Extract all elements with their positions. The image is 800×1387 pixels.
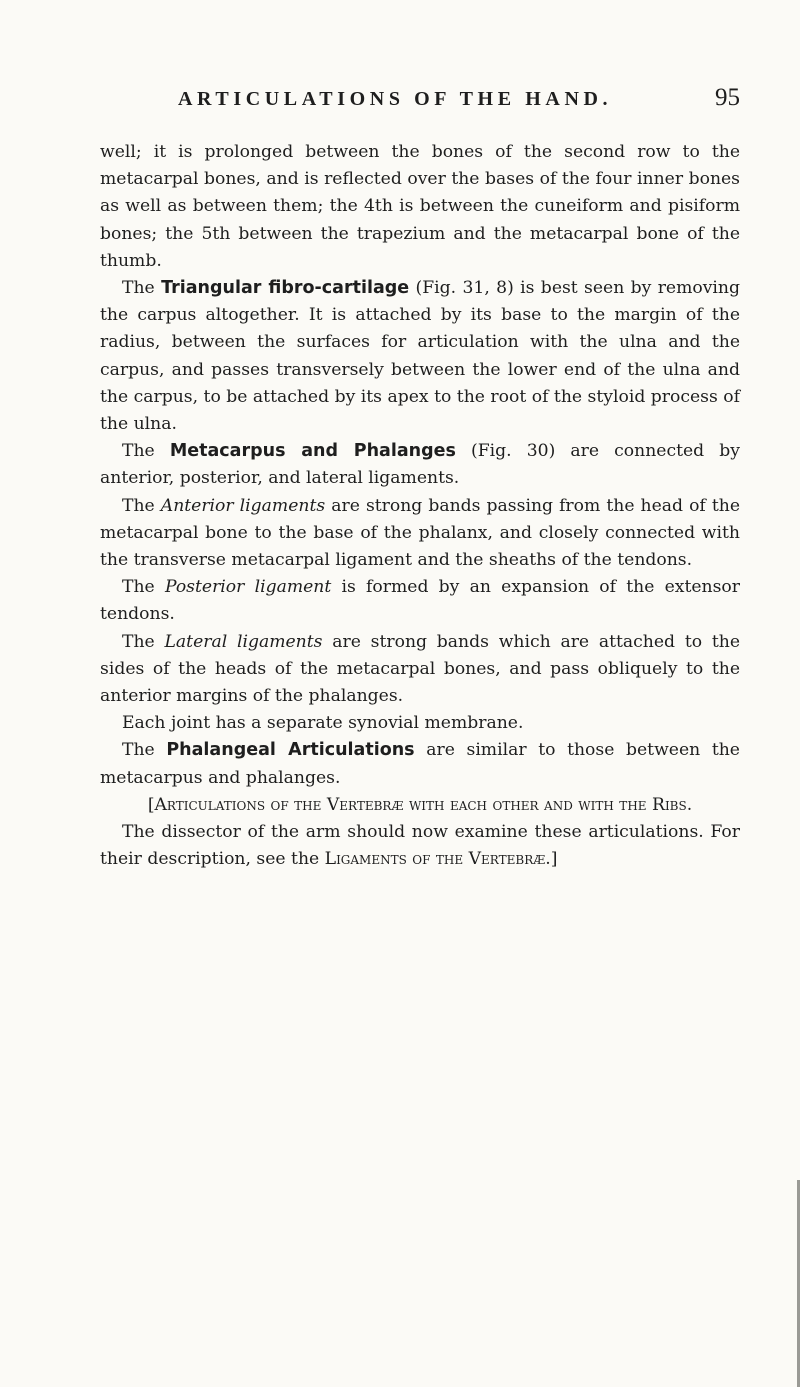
- heading-metacarpus-phalanges: Metacarpus and Phalanges: [169, 441, 456, 462]
- paragraph-lead: The: [122, 740, 155, 761]
- paragraph-body: is formed by an expansion of the extensor tendons.: [100, 577, 740, 625]
- paragraph-body: (Fig. 30) are connected by anterior, posterior, and lateral ligaments.: [100, 441, 740, 489]
- paragraph-synovial-membrane: Each joint has a separate synovial membrane.: [122, 713, 524, 734]
- paragraph-lateral-ligaments: [100, 629, 740, 711]
- paragraph-body: are similar to those between the metacarpus and phalanges.: [100, 740, 740, 788]
- paragraph-body: are strong bands passing from the head of the metacarpal bone to the base of the phalanx, and closely connected with the transverse metacarpal ligament and the sheaths of the tendons.: [100, 495, 741, 571]
- term-lateral-ligaments: Lateral ligaments: [164, 631, 323, 652]
- paragraph-synovial-continued: well; it is prolonged between the bones of the second row to the metacarpal bones, and is reflected over the bases of the four inner bones as well as between them; the 4th is between the cuneiform and pisiform bones; the 5th between the trapezium and the metacarpal bone of the thumb.: [100, 142, 740, 271]
- paragraph-lead: The: [122, 278, 155, 299]
- paragraph-lead: The: [122, 631, 155, 652]
- term-anterior-ligaments: Anterior ligaments: [160, 495, 326, 516]
- paragraph-lead: The: [122, 495, 155, 516]
- heading-phalangeal-articulations: Phalangeal Articulations: [166, 740, 415, 761]
- paragraph-lead: The: [122, 577, 155, 598]
- bracket-text: The dissector of the arm should now examine these articulations. For their description, see the: [100, 822, 740, 870]
- bracket-paragraph: [100, 819, 740, 873]
- paragraph-metacarpus-phalanges: [100, 438, 740, 492]
- heading-triangular-fibro-cartilage: Triangular fibro-cartilage: [161, 278, 410, 299]
- paragraph-posterior-ligament: [100, 574, 740, 628]
- paragraph-phalangeal-articulations: [100, 737, 740, 791]
- body-text: [100, 139, 740, 873]
- paragraph-body: (Fig. 31, 8) is best seen by removing the carpus altogether. It is attached by its base to the margin of the radius, between the surfaces for articulation with the ulna and the carpus, and passes transversely between the lower end of the ulna and the carpus, to be attached by its apex to the root of the styloid process of the ulna.: [100, 278, 741, 435]
- term-posterior-ligament: Posterior ligament: [164, 577, 332, 598]
- paragraph-triangular-fibro-cartilage: [100, 275, 740, 438]
- paragraph-anterior-ligaments: [100, 493, 740, 575]
- paragraph-body: are strong bands which are attached to the sides of the heads of the metacarpal bones, and pass obliquely to the anterior margins of the phalanges.: [100, 631, 740, 707]
- running-title: ARTICULATIONS OF THE HAND.: [178, 88, 613, 110]
- bracket-heading: [Articulations of the Vertebræ with each other and with the Ribs.: [147, 794, 693, 815]
- paragraph-lead: The: [122, 441, 155, 462]
- page-number: 95: [715, 84, 740, 111]
- closing-bracket: ]: [550, 849, 558, 870]
- cross-reference: Ligaments of the Vertebræ.: [324, 849, 551, 870]
- page-header: [178, 84, 740, 118]
